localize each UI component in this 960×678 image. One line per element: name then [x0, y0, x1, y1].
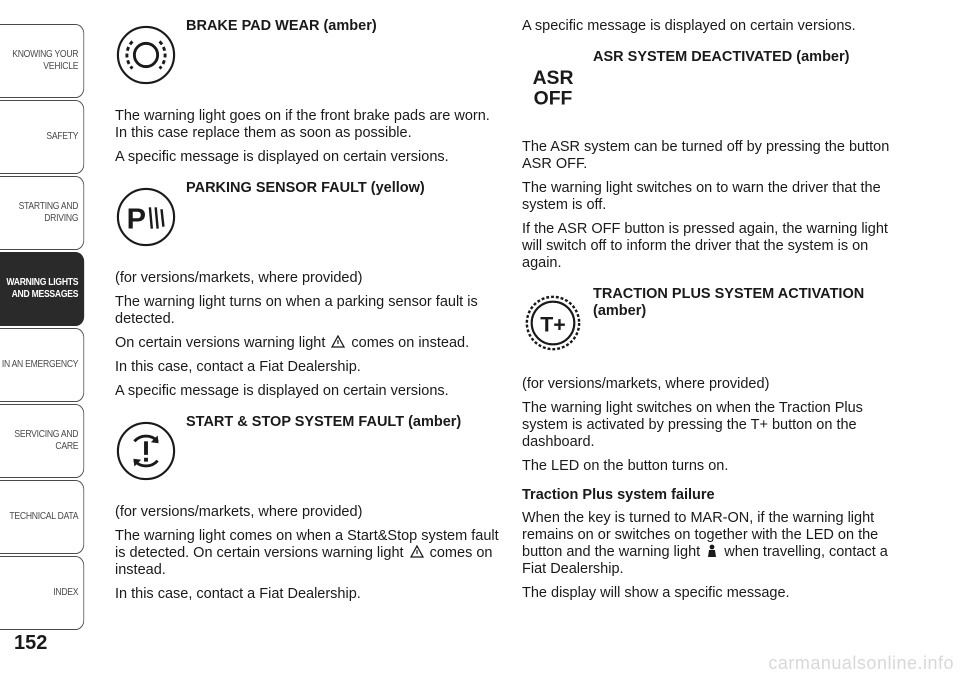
right-column: [522, 18, 907, 609]
parking-paragraph-3: [115, 335, 500, 352]
watermark: carmanualsonline.info: [768, 653, 954, 673]
right-intro: A specific message is displayed on certain versions.: [522, 18, 856, 34]
brake-pad-wear-title: BRAKE PAD WEAR (amber): [186, 18, 377, 34]
failure-paragraph-2: The display will show a specific message.: [522, 585, 790, 601]
asr-paragraph-3: If the ASR OFF button is pressed again, the warning light will switch off to inform the driver that the system is on again.: [522, 221, 888, 271]
brake-paragraph-2: A specific message is displayed on certain versions.: [115, 149, 449, 165]
traction-plus-icon: [522, 292, 584, 354]
tab-knowing-your-vehicle[interactable]: [0, 24, 84, 98]
start-stop-paragraph-2: [115, 528, 500, 579]
start-stop-section: [115, 414, 500, 484]
left-column: [115, 18, 500, 610]
failure-p1-part-a: When the key is turned to MAR-ON, if the warning light remains on or switches on together with the LED on the button and the warning light: [522, 510, 879, 560]
start-stop-paragraph-3: In this case, contact a Fiat Dealership.: [115, 586, 361, 602]
svg-text:P: P: [126, 203, 146, 236]
tab-warning-lights-and-messages[interactable]: [0, 252, 84, 326]
asr-section: [522, 49, 907, 119]
tab-label: TECHNICAL DATA: [9, 511, 79, 522]
asr-icon-text-2: OFF: [533, 87, 573, 110]
parking-p3-part-a: On certain versions warning light: [115, 335, 326, 351]
traction-plus-title: TRACTION PLUS SYSTEM ACTIVATION (amber): [593, 286, 865, 319]
parking-sensor-title: PARKING SENSOR FAULT (yellow): [186, 180, 425, 196]
tab-technical-data[interactable]: [0, 480, 84, 554]
tab-label: STARTING AND DRIVING: [18, 201, 79, 224]
traction-plus-section: [522, 286, 907, 356]
parking-paragraph-2: The warning light turns on when a parking sensor fault is detected.: [115, 294, 478, 327]
start-stop-p2-part-a: The warning light comes on when a Start&Stop system fault is detected. On certain versions warning light: [115, 528, 499, 561]
tab-starting-and-driving[interactable]: [0, 176, 84, 250]
parking-p3-part-b: comes on instead.: [351, 335, 470, 351]
tab-servicing-and-care[interactable]: [0, 404, 84, 478]
asr-title: ASR SYSTEM DEACTIVATED (amber): [593, 49, 850, 65]
tab-in-an-emergency[interactable]: [0, 328, 84, 402]
tab-index[interactable]: [0, 556, 84, 630]
traction-icon-text: T+: [540, 312, 566, 337]
brake-pad-wear-icon: [115, 24, 177, 86]
parking-sensor-section: [115, 180, 500, 250]
start-stop-fault-icon: [115, 420, 177, 482]
warning-triangle-icon: [410, 545, 424, 558]
brake-paragraph-1: The warning light goes on if the front brake pads are worn. In this case replace them as soon as possible.: [115, 108, 490, 141]
traction-paragraph-1: (for versions/markets, where provided): [522, 376, 770, 392]
asr-paragraph-2: The warning light switches on to warn the driver that the system is off.: [522, 180, 881, 213]
brake-pad-wear-section: [115, 18, 500, 88]
tab-label: IN AN EMERGENCY: [1, 359, 79, 370]
failure-p1-part-b: when travelling, contact a Fiat Dealership.: [522, 544, 888, 577]
start-stop-title: START & STOP SYSTEM FAULT (amber): [186, 414, 462, 430]
parking-paragraph-4: In this case, contact a Fiat Dealership.: [115, 359, 361, 375]
tab-label: KNOWING YOUR VEHICLE: [12, 49, 79, 72]
traction-paragraph-3: The LED on the button turns on.: [522, 458, 729, 474]
warning-triangle-icon: [331, 335, 345, 348]
failure-paragraph-1: [522, 510, 907, 578]
parking-sensor-icon: [115, 186, 177, 248]
tab-label: SAFETY: [46, 131, 79, 142]
tab-label: INDEX: [53, 587, 79, 598]
asr-icon-text-1: ASR: [532, 67, 574, 90]
parking-paragraph-5: A specific message is displayed on certain versions.: [115, 383, 449, 399]
asr-off-icon: [522, 55, 584, 117]
traction-failure-heading: Traction Plus system failure: [522, 487, 715, 503]
start-stop-p2-part-b: comes on instead.: [115, 545, 493, 578]
page-number: 152: [14, 632, 48, 654]
start-stop-paragraph-1: (for versions/markets, where provided): [115, 504, 363, 520]
parking-paragraph-1: (for versions/markets, where provided): [115, 270, 363, 286]
tab-label: WARNING LIGHTS AND MESSAGES: [6, 277, 79, 300]
service-person-icon: [706, 544, 718, 558]
traction-paragraph-2: The warning light switches on when the Traction Plus system is activated by pressing the T+ button on the dashboard.: [522, 400, 863, 450]
tab-label: SERVICING AND CARE: [14, 429, 79, 452]
tab-safety[interactable]: [0, 100, 84, 174]
asr-paragraph-1: The ASR system can be turned off by pressing the button ASR OFF.: [522, 139, 890, 172]
